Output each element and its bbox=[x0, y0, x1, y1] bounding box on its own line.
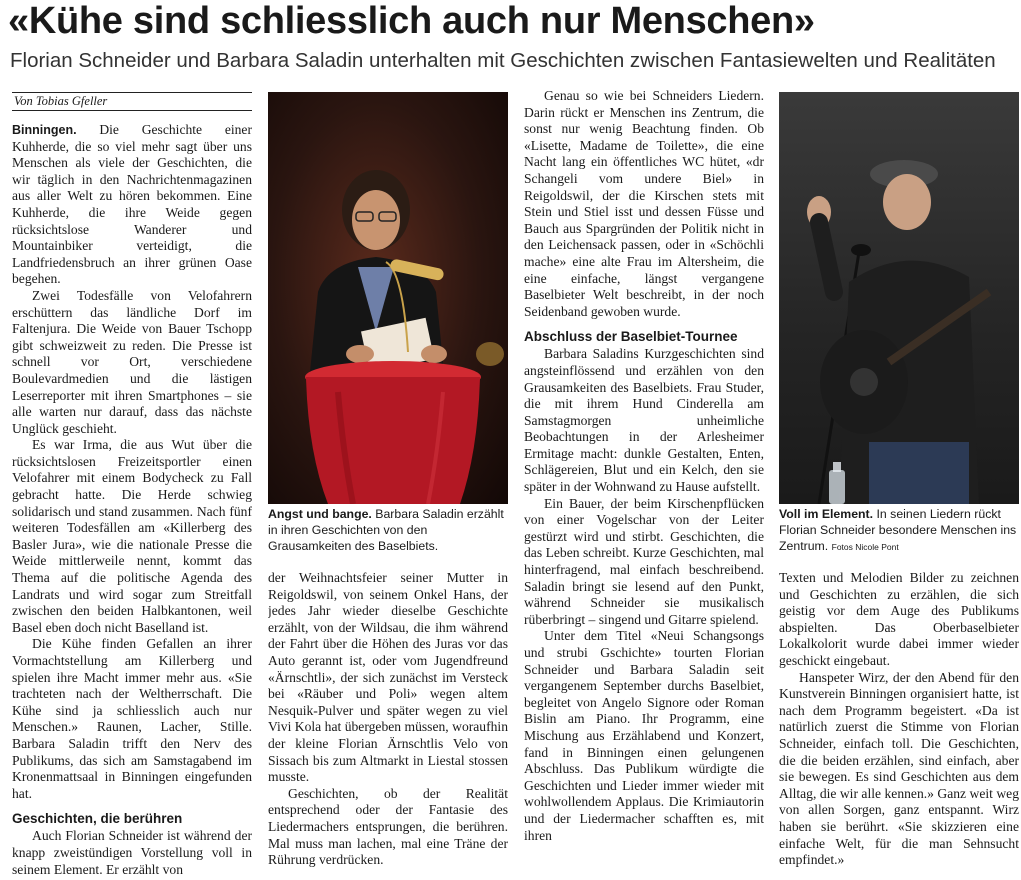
photo-florian-schneider bbox=[779, 92, 1019, 504]
photo-credit: Fotos Nicole Pont bbox=[831, 542, 899, 552]
paragraph: Texten und Melodien Bilder zu zeichnen und Geschichten zu erzählen, die sich geistig vor dem Auge des Publikums abspielten. Das Oberbaselbieter Lokalkolorit wurde dabei immer wieder geschickt eingebaut. bbox=[779, 570, 1019, 668]
paragraph: Genau so wie bei Schneiders Liedern. Darin rückt er Menschen ins Zentrum, die sonst nur wenig Beachtung finden. Ob «Lisette, Madame de Toilette», die eine Nacht lang ein öffentliches WC hütet, «dr Schangeli vom undere Biel» in Reigoldswil, der die Kirschen stets mit Stein und Stiel isst und dessen Füsse und Bauch aus Spargründen der Politik nicht in den Leichensack passen, oder in «Schöchli mache» eine alte Frau im Altersheim, die eine einfache, längst vergangene Baselbieter Welt beschreibt, in der noch Seidenband gewoben wurde. bbox=[524, 88, 764, 319]
article-column-3 bbox=[524, 88, 764, 880]
byline: Von Tobias Gfeller bbox=[12, 92, 252, 111]
photo-illustration bbox=[268, 92, 508, 504]
article-column-1 bbox=[12, 122, 252, 880]
paragraph: Binningen. Die Geschichte einer Kuhherde, die so viel mehr sagt über uns Menschen als viele der Geschichten, die wir täglich in den Nachrichtenmagazinen aus aller Welt zu hören bekommen. Eine Kuhherde, die ihre Weide gegen rücksichtslose Wanderer und Mountainbiker verteidigt, die Landfriedensbruch an ihrer grünen Oase begehen. bbox=[12, 122, 252, 287]
photo-caption-left bbox=[268, 506, 508, 554]
headline: «Kühe sind schliesslich auch nur Menschen» bbox=[8, 0, 815, 42]
paragraph: Auch Florian Schneider ist während der knapp zweistündigen Vorstellung voll in seinem Element. Er erzählt von bbox=[12, 828, 252, 877]
paragraph: Hanspeter Wirz, der den Abend für den Kunstverein Binningen organisiert hatte, ist nach dem Programm begeistert. «Da ist natürlich zuerst die Stimme von Florian Schneider, einfach toll. Die Geschichten, die die beiden erzählen, sind einfach, aber sie bewegen. Es sind Geschichten aus dem Alltag, die wir alle kennen.» Ganz weit weg von allen Sorgen, ganz entspannt. Wirz haben sie berührt. «Sie skizzieren eine einfache Welt, für die man Sehnsucht empfindet.» bbox=[779, 669, 1019, 868]
paragraph: Geschichten, ob der Realität entsprechend oder der Fantasie des Liedermachers entsprungen, die berühren. Mal muss man lachen, mal eine Träne der Rührung verdrücken. bbox=[268, 785, 508, 868]
caption-text: In seinen Liedern rückt Florian Schneider besondere Menschen ins Zentrum. bbox=[779, 507, 1017, 553]
photo-barbara-saladin bbox=[268, 92, 508, 504]
photo-caption-right bbox=[779, 506, 1019, 555]
photo-illustration bbox=[779, 92, 1019, 504]
section-heading: Geschichten, die berühren bbox=[12, 811, 183, 827]
caption-lead: Angst und bange. bbox=[268, 507, 372, 521]
caption-lead: Voll im Element. bbox=[779, 507, 874, 521]
paragraph: Unter dem Titel «Neui Schangsongs und strubi Gschichte» tourten Florian Schneider und Barbara Saladin seit vergangenem September durchs Baselbiet, begleitet von Angelo Signore oder Roman Bislin am Piano. Ihr Programm, eine Mischung aus Erzählabend und Konzert, fand in Binningen einen gelungenen Abschluss. Das Publikum würdigte die Geschichten und Lieder immer wieder mit wohlwollendem Applaus. Die Krimiautorin und der Liedermacher schafften es, mit ihren bbox=[524, 628, 764, 843]
dateline: Binningen. bbox=[12, 123, 77, 137]
paragraph: Ein Bauer, der beim Kirschenpflücken von einer Vogelschar von der Leiter gestürzt wird und stirbt. Geschichten, die das Leben schreibt. Kurze Geschichten, mal hinterfragend, mal einfach beschreibend. Saladin bringt sie lesend auf den Punkt, während Schneider sie musikalisch rüberbringt – singend und Gitarre spielend. bbox=[524, 495, 764, 627]
paragraph: Die Kühe finden Gefallen an ihrer Vormachtstellung am Killerberg und spielen ihre Macht immer mehr aus. «Sie trachteten nach der Weltherrschaft. Die Kühe sind ja schliesslich auch nur Menschen.» Raunen, Lacher, Stille. Barbara Saladin trifft den Nerv des Publikums, das sich am Samstagabend im Kronenmattsaal in Binningen eingefunden hat. bbox=[12, 636, 252, 801]
article-column-2 bbox=[268, 570, 508, 880]
article-column-4 bbox=[779, 570, 1019, 880]
paragraph: Es war Irma, die aus Wut über die rücksichtslosen Freizeitsportler einen Velofahrer mit einem Bodycheck zu Fall gebracht hatte. Die Herde schwieg solidarisch und stand zusammen. Nach fünf weiteren Todesfällen am «Killerberg des Basler Jura», wie die nationale Presse die Weide mittlerweile nennt, kommt das Thema auf die politische Agenda des Landrats und wird sogar zum Streitfall zwischen den beiden Halbkantonen, weil Basel eben doch nicht Baselland ist. bbox=[12, 437, 252, 635]
paragraph: Zwei Todesfälle von Velofahrern erschüttern das ländliche Dorf im Faltenjura. Die Weide von Bauer Tschopp gibt schweizweit zu reden. Die Presse ist schnell vor Ort, verschiedene Boulevardmedien und die lästigen Leserreporter mit ihren Smartphones – sie alle warten nur darauf, dass das nächste Unglück geschieht. bbox=[12, 287, 252, 436]
section-heading: Abschluss der Baselbiet-Tournee bbox=[524, 329, 738, 345]
paragraph: der Weihnachtsfeier seiner Mutter in Reigoldswil, von seinem Onkel Hans, der jedes Jahr wieder dieselbe Geschichte erzählt, von der Wildsau, die ihm während der Fahrt über die Höhen des Juras vor das Auto gerannt ist, oder vom Jugendfreund «Ärnschtli», der sich zunächst im Versteck bei «Räuber und Poli» wegen altem Nesquik-Pulver und später wegen zu viel Vivi Kola hat übergeben müssen, woraufhin der kleine Florian Ärnschtlis Velo von Sissach bis zum Altmarkt in Liestal stossen musste. bbox=[268, 570, 508, 785]
subtitle: Florian Schneider und Barbara Saladin unterhalten mit Geschichten zwischen Fantasiewelten und Realitäten bbox=[10, 49, 996, 72]
paragraph: Barbara Saladins Kurzgeschichten sind angsteinflössend und erzählen von den Grausamkeiten des Baselbiets. Frau Studer, die mit ihrem Hund Cinderella am Samstagmorgen unheimliche Beobachtungen in der Arlesheimer Ermitage macht: dunkle Gestalten, Enten, Schlägereien, Blut und ein Kelch, den sie später in der Wohnwand zu Hause aufstellt. bbox=[524, 346, 764, 495]
caption-text: Barbara Saladin erzählt in ihren Geschichten von den Grausamkeiten des Baselbiets. bbox=[268, 507, 504, 553]
